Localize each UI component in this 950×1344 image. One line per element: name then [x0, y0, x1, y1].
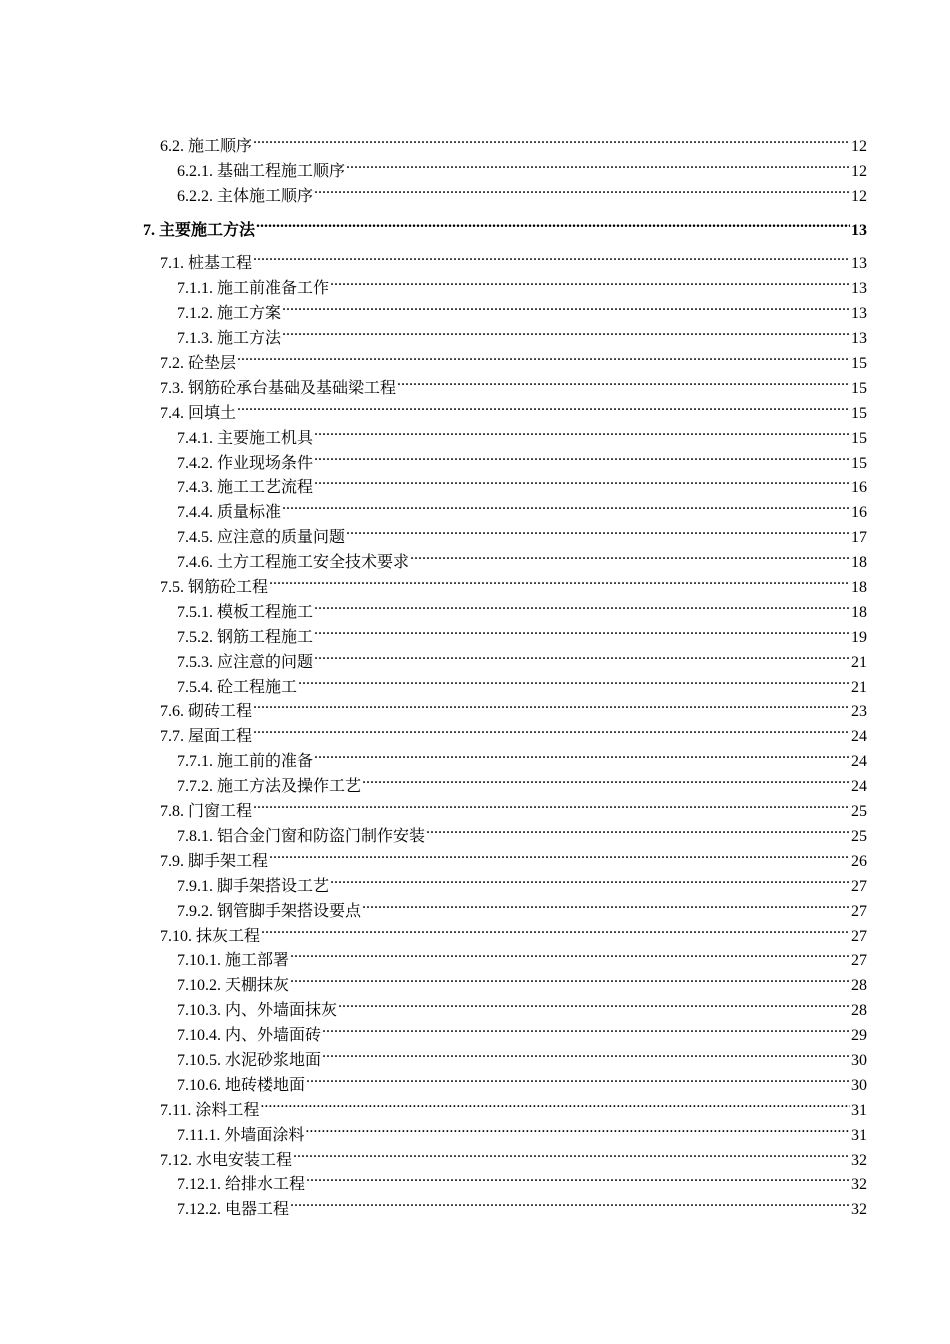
- toc-entry-page-number: 18: [851, 579, 867, 597]
- toc-entry-number: 6.2.2.: [177, 187, 213, 205]
- toc-dot-leader: [269, 567, 850, 592]
- toc-entry-title: 土方工程施工安全技术要求: [217, 554, 410, 572]
- toc-entry-title: 脚手架搭设工艺: [217, 877, 330, 895]
- toc-dot-leader: [314, 468, 850, 493]
- toc-entry-page-number: 19: [851, 628, 867, 646]
- toc-entry-page-number: 25: [851, 827, 867, 845]
- toc-entry-page-number: 30: [851, 1076, 867, 1094]
- toc-entry-page-number: 21: [851, 653, 867, 671]
- toc-entry-number: 6.2.: [160, 137, 184, 155]
- toc-entry-page-number: 27: [851, 877, 867, 895]
- toc-entry-title: 天棚抹灰: [225, 977, 290, 995]
- toc-entry-title: 钢筋砼承台基础及基础梁工程: [188, 379, 397, 397]
- toc-entry-number: 7.12.1.: [177, 1176, 221, 1194]
- toc-entry-title: 主要施工机具: [217, 429, 314, 447]
- toc-entry-number: 7.9.2.: [177, 902, 213, 920]
- toc-dot-leader: [253, 791, 850, 816]
- toc-entry-title: 铝合金门窗和防盗门制作安装: [217, 827, 426, 845]
- toc-dot-leader: [260, 1090, 850, 1115]
- toc-entry-page-number: 16: [851, 504, 867, 522]
- toc-entry-title: 内、外墙面砖: [225, 1027, 322, 1045]
- toc-entry-page-number: 13: [851, 255, 867, 273]
- toc-entry-number: 7.5.2.: [177, 628, 213, 646]
- toc-entry-page-number: 28: [851, 977, 867, 995]
- toc-entry-number: 7.4.: [160, 404, 184, 422]
- toc-entry-page-number: 32: [851, 1151, 867, 1169]
- toc-entry-title: 砼工程施工: [217, 678, 298, 696]
- toc-entry-title: 施工方法及操作工艺: [217, 778, 362, 796]
- toc-entry-title: 施工前的准备: [217, 753, 314, 771]
- toc-entry-page-number: 32: [851, 1176, 867, 1194]
- toc-entry-number: 7.8.1.: [177, 827, 213, 845]
- toc-dot-leader: [290, 965, 850, 990]
- toc-entry-page-number: 26: [851, 852, 867, 870]
- toc-entry-page-number: 12: [851, 187, 867, 205]
- toc-entry-title: 施工方案: [217, 305, 282, 323]
- toc-dot-leader: [282, 318, 850, 343]
- toc-entry-title: 内、外墙面抹灰: [225, 1002, 338, 1020]
- toc-entry-number: 7.4.5.: [177, 529, 213, 547]
- toc-dot-leader: [253, 716, 850, 741]
- toc-entry-page-number: 13: [851, 221, 867, 239]
- toc-entry-number: 7.10.5.: [177, 1051, 221, 1069]
- toc-entry-number: 7.10.4.: [177, 1027, 221, 1045]
- toc-dot-leader: [306, 1065, 850, 1090]
- toc-entry-title: 施工方法: [217, 330, 282, 348]
- toc-dot-leader: [253, 692, 850, 717]
- toc-dot-leader: [322, 1040, 850, 1065]
- toc-entry-page-number: 21: [851, 678, 867, 696]
- toc-entry-title: 钢管脚手架搭设要点: [217, 902, 362, 920]
- toc-entry-page-number: 25: [851, 803, 867, 821]
- toc-dot-leader: [314, 592, 850, 617]
- toc-entry-number: 7.5.4.: [177, 678, 213, 696]
- toc-dot-leader: [237, 393, 850, 418]
- toc-dot-leader: [322, 1015, 850, 1040]
- toc-dot-leader: [256, 210, 850, 235]
- toc-entry-page-number: 16: [851, 479, 867, 497]
- toc-entry-page-number: 27: [851, 902, 867, 920]
- toc-entry-page-number: 29: [851, 1027, 867, 1045]
- toc-dot-leader: [253, 126, 850, 151]
- toc-entry-page-number: 30: [851, 1051, 867, 1069]
- toc-entry-number: 7.11.: [160, 1101, 192, 1119]
- toc-entry-title: 模板工程施工: [217, 603, 314, 621]
- toc-entry[interactable]: [143, 418, 867, 447]
- toc-entry-number: 7.7.: [160, 728, 184, 746]
- toc-entry-number: 7.2.: [160, 355, 184, 373]
- toc-entry-number: 7.3.: [160, 379, 184, 397]
- toc-entry-page-number: 15: [851, 429, 867, 447]
- toc-entry[interactable]: [143, 126, 867, 155]
- toc-entry-title: 施工前准备工作: [217, 280, 330, 298]
- toc-dot-leader: [237, 343, 850, 368]
- toc-entry-number: 7.7.2.: [177, 778, 213, 796]
- toc-dot-leader: [306, 1165, 850, 1190]
- toc-entry-title: 屋面工程: [188, 728, 253, 746]
- toc-entry-number: 7.4.6.: [177, 554, 213, 572]
- toc-entry-page-number: 31: [851, 1126, 867, 1144]
- toc-entry-page-number: 24: [851, 728, 867, 746]
- toc-dot-leader: [314, 617, 850, 642]
- toc-entry-title: 质量标准: [217, 504, 282, 522]
- toc-dot-leader: [261, 916, 850, 941]
- toc-entry-title: 涂料工程: [195, 1101, 260, 1119]
- toc-dot-leader: [397, 368, 850, 393]
- toc-entry-page-number: 13: [851, 330, 867, 348]
- toc-dot-leader: [253, 244, 850, 269]
- toc-dot-leader: [269, 841, 850, 866]
- toc-entry-title: 电器工程: [225, 1201, 290, 1219]
- toc-entry-number: 7.4.2.: [177, 454, 213, 472]
- toc-entry-title: 桩基工程: [188, 255, 253, 273]
- toc-entry-number: 7.12.2.: [177, 1201, 221, 1219]
- toc-dot-leader: [426, 816, 850, 841]
- toc-entry-page-number: 12: [851, 137, 867, 155]
- toc-dot-leader: [314, 176, 850, 201]
- toc-entry-number: 7.6.: [160, 703, 184, 721]
- toc-entry-title: 砼垫层: [188, 355, 237, 373]
- toc-entry-title: 门窗工程: [188, 803, 253, 821]
- toc-entry-page-number: 24: [851, 753, 867, 771]
- toc-dot-leader: [314, 443, 850, 468]
- toc-entry-number: 7.1.: [160, 255, 184, 273]
- toc-dot-leader: [346, 517, 850, 542]
- toc-entry-page-number: 27: [851, 952, 867, 970]
- toc-dot-leader: [362, 766, 850, 791]
- toc-dot-leader: [305, 1115, 850, 1140]
- toc-entry-page-number: 13: [851, 305, 867, 323]
- toc-entry-title: 砌砖工程: [188, 703, 253, 721]
- toc-dot-leader: [298, 667, 850, 692]
- toc-entry-number: 7.1.3.: [177, 330, 213, 348]
- toc-entry-title: 作业现场条件: [217, 454, 314, 472]
- toc-dot-leader: [410, 542, 850, 567]
- toc-entry-title: 水电安装工程: [196, 1151, 293, 1169]
- toc-entry-title: 应注意的问题: [217, 653, 314, 671]
- toc-entry-number: 7.9.1.: [177, 877, 213, 895]
- toc-entry-title: 施工顺序: [188, 137, 253, 155]
- toc-entry-page-number: 32: [851, 1201, 867, 1219]
- toc-entry-title: 回填土: [188, 404, 237, 422]
- toc-entry-title: 脚手架工程: [188, 852, 269, 870]
- toc-entry-page-number: 17: [851, 529, 867, 547]
- toc-entry-page-number: 15: [851, 454, 867, 472]
- toc-entry[interactable]: [143, 368, 867, 397]
- toc-dot-leader: [362, 891, 850, 916]
- toc-entry-title: 施工部署: [225, 952, 290, 970]
- toc-entry-page-number: 13: [851, 280, 867, 298]
- toc-entry-number: 7.10.2.: [177, 977, 221, 995]
- toc-entry-page-number: 15: [851, 355, 867, 373]
- toc-entry-title: 基础工程施工顺序: [217, 162, 346, 180]
- toc-entry-page-number: 12: [851, 162, 867, 180]
- toc-entry-title: 主要施工方法: [159, 221, 256, 239]
- toc-entry-title: 外墙面涂料: [224, 1126, 305, 1144]
- toc-dot-leader: [330, 268, 850, 293]
- toc-dot-leader: [330, 866, 850, 891]
- toc-dot-leader: [290, 941, 850, 966]
- toc-entry-title: 主体施工顺序: [217, 187, 314, 205]
- toc-entry-number: 7.10.1.: [177, 952, 221, 970]
- toc-entry-page-number: 18: [851, 554, 867, 572]
- toc-dot-leader: [282, 293, 850, 318]
- toc-entry-page-number: 23: [851, 703, 867, 721]
- toc-entry-page-number: 27: [851, 927, 867, 945]
- toc-entry-number: 6.2.1.: [177, 162, 213, 180]
- toc-entry-title: 水泥砂浆地面: [225, 1051, 322, 1069]
- toc-entry-number: 7.9.: [160, 852, 184, 870]
- toc-entry-number: 7.5.: [160, 579, 184, 597]
- toc-dot-leader: [346, 151, 850, 176]
- toc-entry-title: 施工工艺流程: [217, 479, 314, 497]
- toc-dot-leader: [314, 642, 850, 667]
- toc-entry-number: 7.1.1.: [177, 280, 213, 298]
- toc-dot-leader: [293, 1140, 850, 1165]
- toc-entry-number: 7.10.: [160, 927, 192, 945]
- toc-entry-number: 7.7.1.: [177, 753, 213, 771]
- toc-entry[interactable]: [143, 393, 867, 422]
- toc-entry-number: 7.5.1.: [177, 603, 213, 621]
- toc-entry-title: 钢筋工程施工: [217, 628, 314, 646]
- toc-entry-number: 7.10.6.: [177, 1076, 221, 1094]
- toc-entry-title: 抹灰工程: [196, 927, 261, 945]
- toc-entry-page-number: 15: [851, 379, 867, 397]
- toc-entry[interactable]: [143, 244, 867, 273]
- toc-dot-leader: [338, 990, 850, 1015]
- toc-entry-number: 7.1.2.: [177, 305, 213, 323]
- toc-entry-number: 7.10.3.: [177, 1002, 221, 1020]
- toc-entry-number: 7.12.: [160, 1151, 192, 1169]
- toc-dot-leader: [314, 741, 850, 766]
- toc-entry[interactable]: [143, 343, 867, 373]
- toc-entry-page-number: 15: [851, 404, 867, 422]
- toc-entry-number: 7.: [143, 221, 155, 239]
- toc-entry[interactable]: [143, 210, 867, 239]
- toc-dot-leader: [290, 1189, 850, 1214]
- toc-dot-leader: [314, 418, 850, 443]
- toc-entry-number: 7.4.4.: [177, 504, 213, 522]
- toc-entry-page-number: 18: [851, 603, 867, 621]
- toc-entry-page-number: 31: [851, 1101, 867, 1119]
- table-of-contents: [143, 126, 867, 1219]
- toc-entry-title: 给排水工程: [225, 1176, 306, 1194]
- toc-entry-number: 7.4.3.: [177, 479, 213, 497]
- toc-entry-number: 7.11.1.: [177, 1126, 221, 1144]
- toc-entry-number: 7.5.3.: [177, 653, 213, 671]
- toc-entry-title: 钢筋砼工程: [188, 579, 269, 597]
- toc-dot-leader: [282, 492, 850, 517]
- toc-entry-number: 7.4.1.: [177, 429, 213, 447]
- toc-entry-page-number: 24: [851, 778, 867, 796]
- toc-entry-title: 地砖楼地面: [225, 1076, 306, 1094]
- toc-entry-number: 7.8.: [160, 803, 184, 821]
- toc-entry-page-number: 28: [851, 1002, 867, 1020]
- toc-entry-title: 应注意的质量问题: [217, 529, 346, 547]
